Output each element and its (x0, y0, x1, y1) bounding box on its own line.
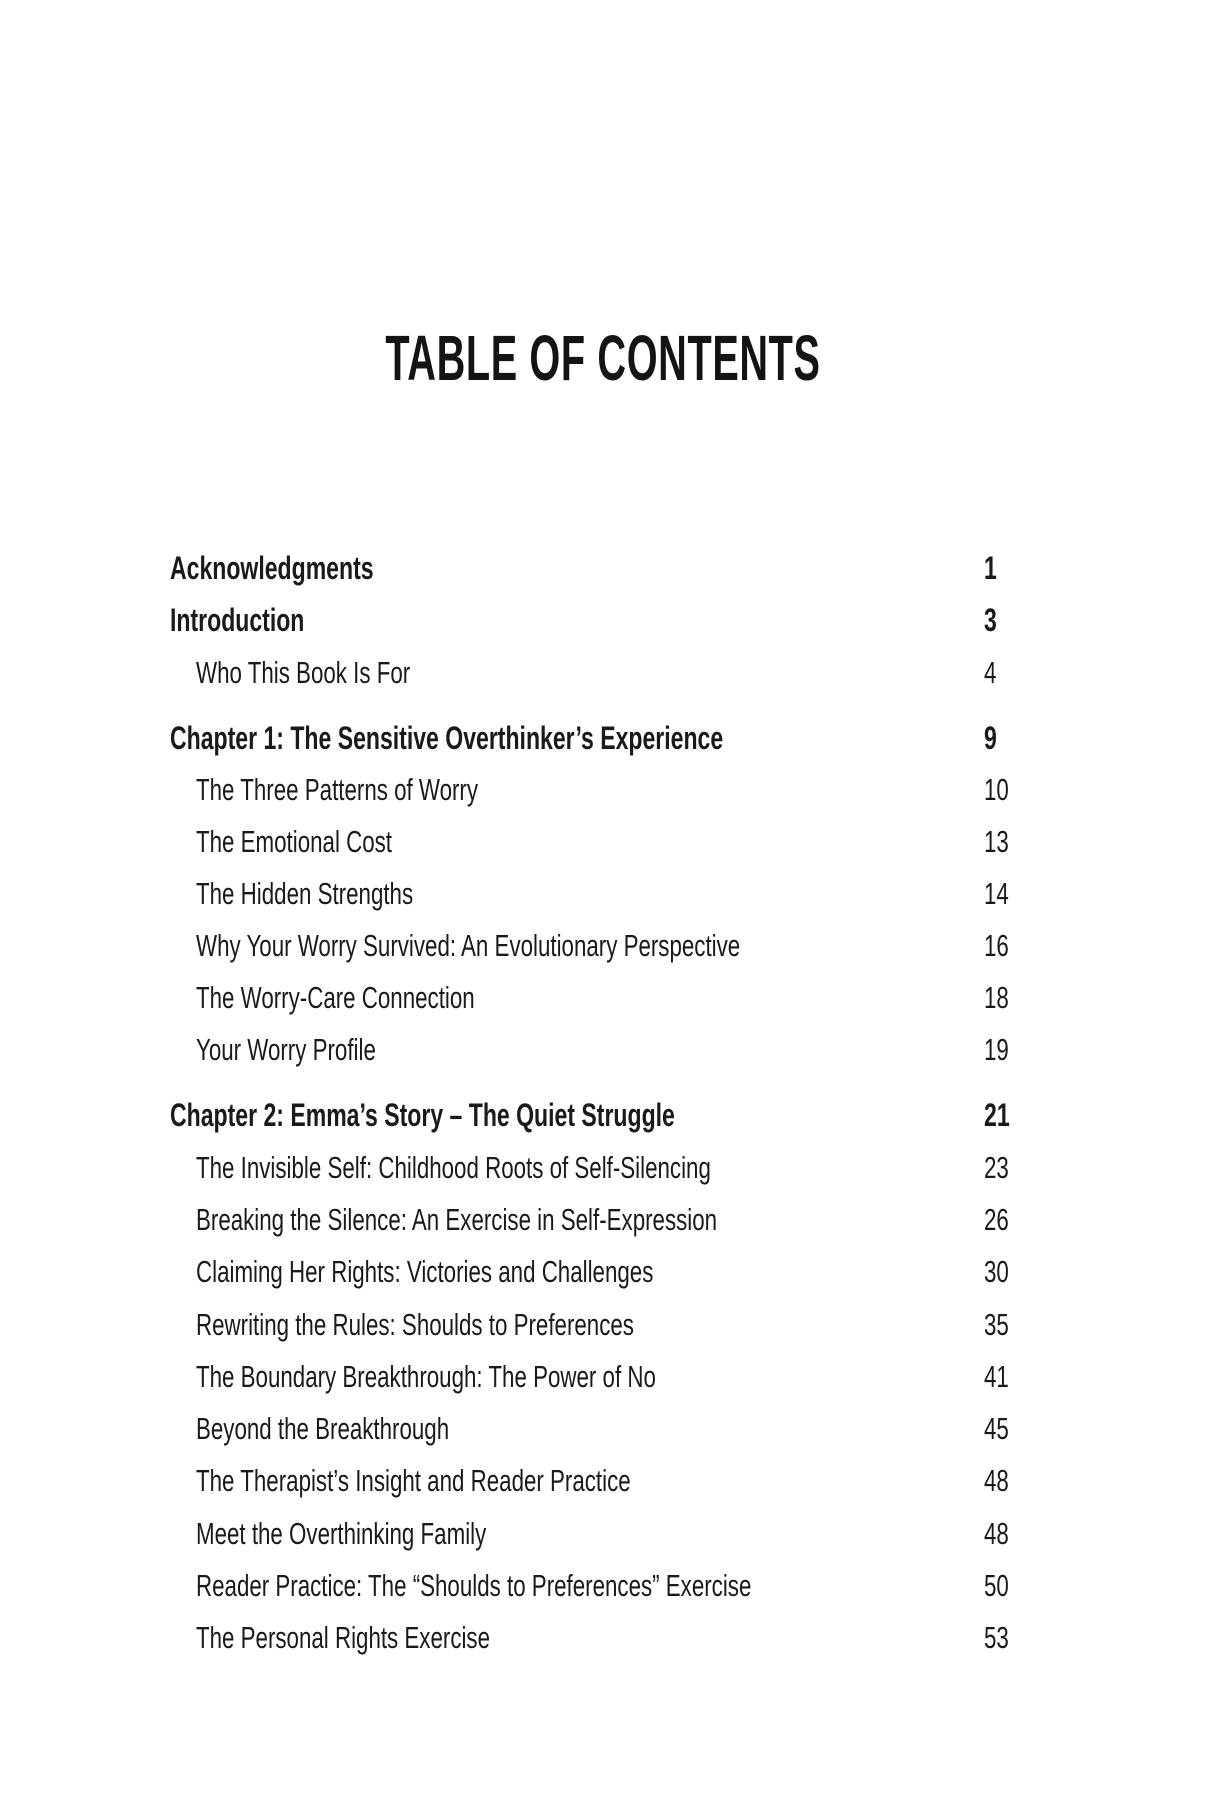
toc-section-entry[interactable] (0, 1566, 1206, 1606)
toc-entry-title: The Boundary Breakthrough: The Power of No (196, 1359, 656, 1394)
toc-page-number: 48 (984, 1516, 1009, 1551)
toc-section-entry[interactable] (0, 770, 1206, 810)
toc-page-number: 21 (984, 1097, 1010, 1133)
toc-entry-title: Beyond the Breakthrough (196, 1411, 450, 1446)
toc-section-entry[interactable] (0, 1357, 1206, 1397)
toc-section-entry[interactable] (0, 978, 1206, 1018)
toc-entry-title: Breaking the Silence: An Exercise in Self-Expression (196, 1202, 718, 1237)
toc-entry-title: The Hidden Strengths (196, 876, 414, 911)
toc-page-number: 35 (984, 1307, 1009, 1342)
toc-entry-title: The Invisible Self: Childhood Roots of Self-Silencing (196, 1150, 711, 1185)
toc-page-number: 3 (984, 602, 997, 638)
toc-entry-title: The Therapist’s Insight and Reader Practice (196, 1463, 631, 1498)
toc-section-entry[interactable] (0, 1305, 1206, 1345)
toc-entry-title: Acknowledgments (170, 550, 374, 586)
toc-entry-title: Reader Practice: The “Shoulds to Preferences” Exercise (196, 1568, 752, 1603)
toc-section-entry[interactable] (0, 822, 1206, 862)
toc-section-entry[interactable] (0, 1514, 1206, 1554)
toc-entry-title: Claiming Her Rights: Victories and Challenges (196, 1254, 654, 1289)
toc-page-number: 48 (984, 1463, 1009, 1498)
toc-section-entry[interactable] (0, 1409, 1206, 1449)
toc-page-number: 26 (984, 1202, 1009, 1237)
toc-page-number: 41 (984, 1359, 1009, 1394)
toc-entry-title: Chapter 1: The Sensitive Overthinker’s Experience (170, 720, 724, 756)
toc-section-entry[interactable] (0, 874, 1206, 914)
toc-entry-title: Your Worry Profile (196, 1032, 376, 1067)
page-title-text: TABLE OF CONTENTS (385, 321, 821, 394)
toc-section-entry[interactable] (0, 1030, 1206, 1070)
toc-section-entry[interactable] (0, 1461, 1206, 1501)
toc-page-number: 4 (984, 655, 997, 690)
toc-entry-title: The Three Patterns of Worry (196, 772, 479, 807)
toc-page-number: 30 (984, 1254, 1009, 1289)
toc-entry-title: Who This Book Is For (196, 655, 411, 690)
toc-page-number: 1 (984, 550, 997, 586)
toc-page-number: 13 (984, 824, 1009, 859)
toc-section-entry[interactable] (0, 1252, 1206, 1292)
toc-entry-title: Why Your Worry Survived: An Evolutionary Perspective (196, 928, 741, 963)
toc-section-entry[interactable] (0, 1148, 1206, 1188)
toc-entry-title: Meet the Overthinking Family (196, 1516, 487, 1551)
toc-entry-title: Introduction (170, 602, 305, 638)
toc-chapter-entry[interactable] (0, 1095, 1206, 1135)
toc-page-number: 10 (984, 772, 1009, 807)
toc-chapter-entry[interactable] (0, 600, 1206, 640)
toc-page-number: 9 (984, 720, 997, 756)
toc-page-number: 45 (984, 1411, 1009, 1446)
toc-page-number: 16 (984, 928, 1009, 963)
toc-page-number: 19 (984, 1032, 1009, 1067)
toc-entry-title: Chapter 2: Emma’s Story – The Quiet Struggle (170, 1097, 675, 1133)
toc-chapter-entry[interactable] (0, 548, 1206, 588)
toc-page-number: 50 (984, 1568, 1009, 1603)
toc-page-number: 18 (984, 980, 1009, 1015)
toc-page-number: 53 (984, 1620, 1009, 1655)
toc-page-number: 14 (984, 876, 1009, 911)
toc-chapter-entry[interactable] (0, 718, 1206, 758)
toc-section-entry[interactable] (0, 1200, 1206, 1240)
toc-section-entry[interactable] (0, 653, 1206, 693)
toc-section-entry[interactable] (0, 1618, 1206, 1658)
toc-entry-title: The Emotional Cost (196, 824, 393, 859)
toc-section-entry[interactable] (0, 926, 1206, 966)
toc-page-number: 23 (984, 1150, 1009, 1185)
toc-entry-title: The Personal Rights Exercise (196, 1620, 491, 1655)
toc-entry-title: The Worry-Care Connection (196, 980, 475, 1015)
toc-entry-title: Rewriting the Rules: Shoulds to Preferences (196, 1307, 634, 1342)
